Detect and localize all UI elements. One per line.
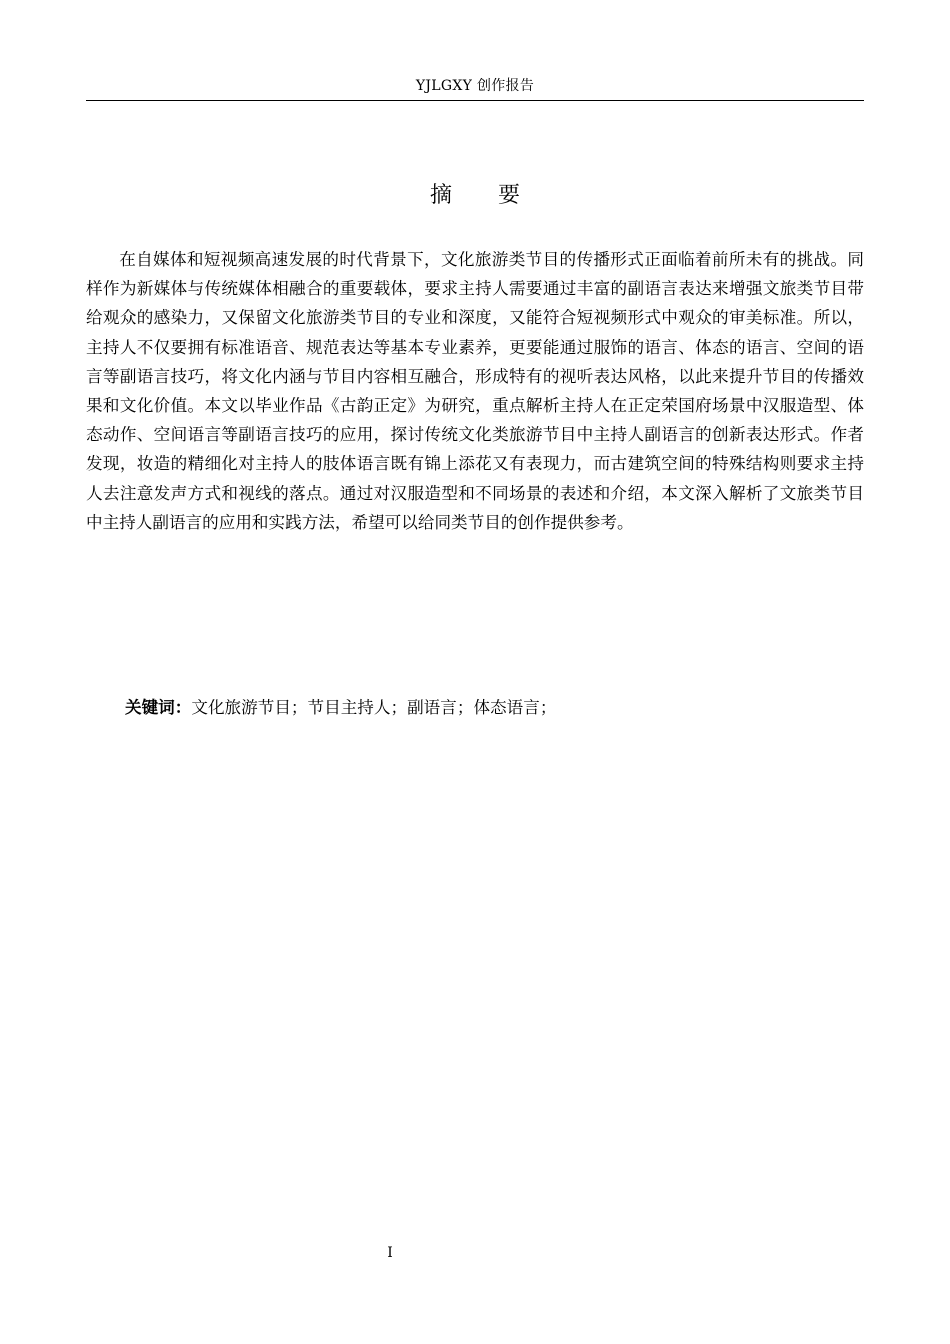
running-header: YJLGXY 创作报告 (415, 78, 535, 94)
abstract-paragraph: 在自媒体和短视频高速发展的时代背景下，文化旅游类节目的传播形式正面临着前所未有的挑战。同样作为新媒体与传统媒体相融合的重要载体，要求主持人需要通过丰富的副语言表达来增强文旅类节目带给观众的感染力，又保留文化旅游类节目的专业和深度，又能符合短视频形式中观众的审美标准。所以，主持人不仅要拥有标准语音、规范表达等基本专业素养，更要能通过服饰的语言、体态的语言、空间的语言等副语言技巧，将文化内涵与节目内容相互融合，形成特有的视听表达风格，以此来提升节目的传播效果和文化价值。本文以毕业作品《古韵正定》为研究，重点解析主持人在正定荣国府场景中汉服造型、体态动作、空间语言等副语言技巧的应用，探讨传统文化类旅游节目中主持人副语言的创新表达形式。作者发现，妆造的精细化对主持人的肢体语言既有锦上添花又有表现力，而古建筑空间的特殊结构则要求主持人去注意发声方式和视线的落点。通过对汉服造型和不同场景的表述和介绍，本文深入解析了文旅类节目中主持人副语言的应用和实践方法，希望可以给同类节目的创作提供参考。 (86, 250, 864, 532)
keywords-label: 关键词： (125, 698, 192, 717)
page-number: I (387, 1245, 393, 1261)
abstract-title-char-1: 摘 (429, 183, 452, 208)
header-rule (86, 100, 864, 101)
abstract-title-char-2: 要 (498, 183, 521, 208)
keywords-terms: 文化旅游节目；节目主持人；副语言；体态语言； (191, 698, 557, 717)
abstract-title (86, 180, 864, 212)
keywords-line (125, 693, 864, 722)
